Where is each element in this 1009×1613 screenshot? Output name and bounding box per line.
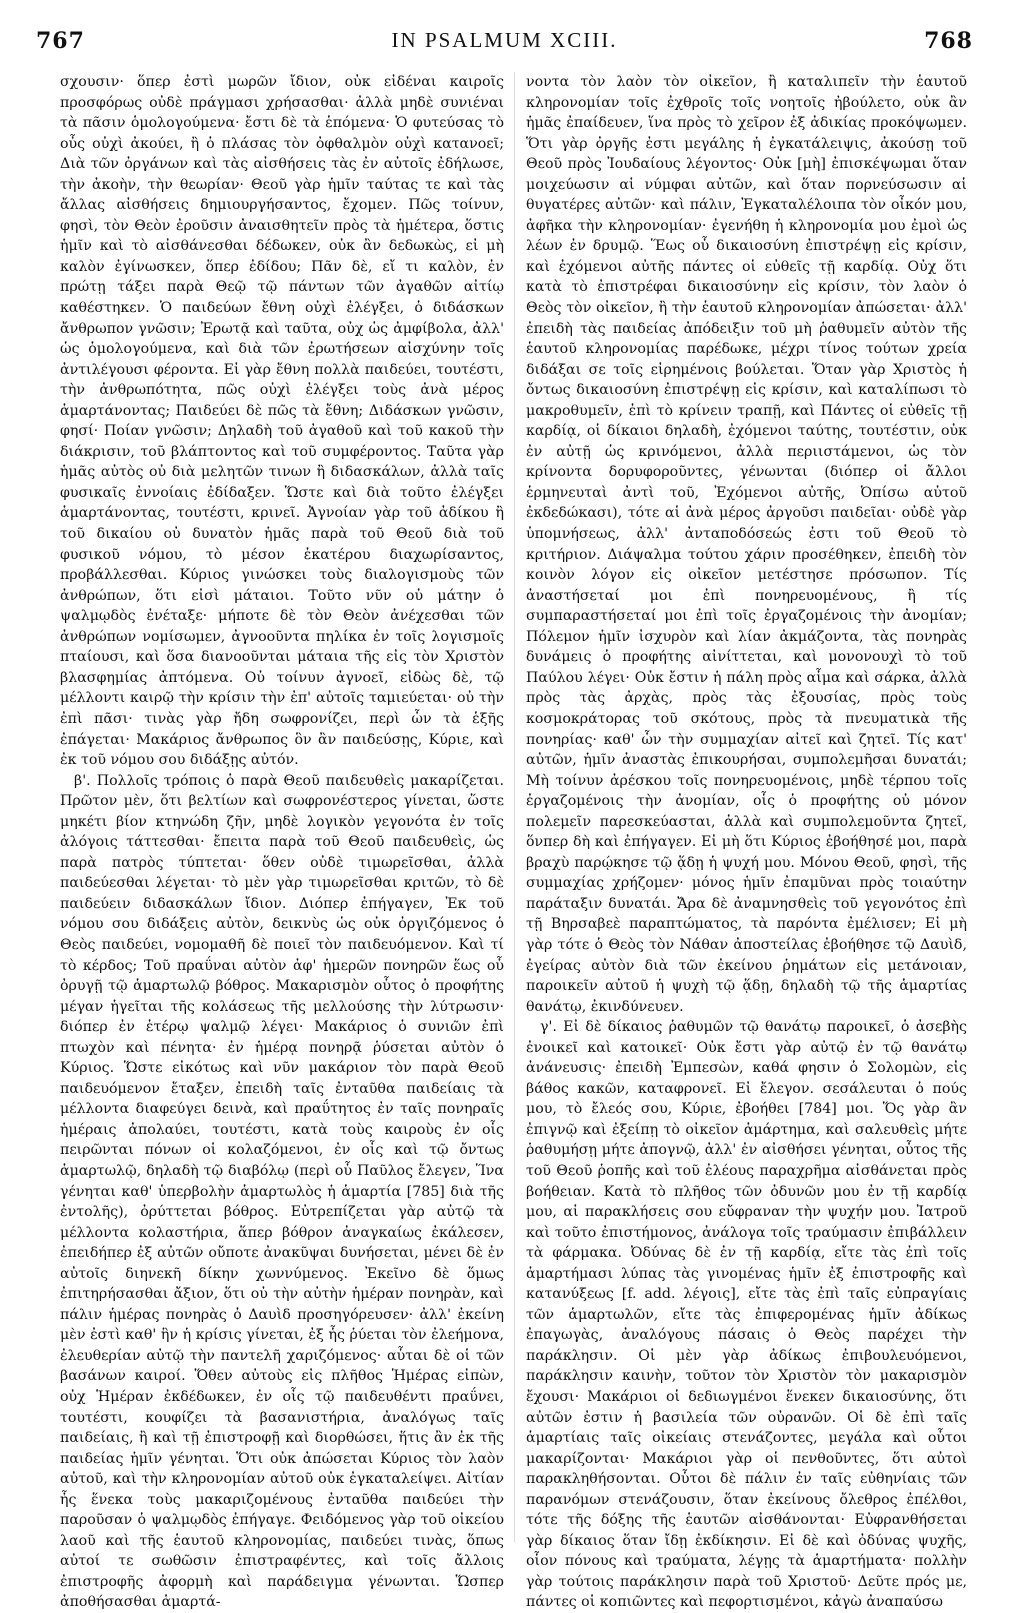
running-title: IN PSALMUM XCIII.: [391, 28, 618, 52]
page-number-left: 767: [36, 28, 85, 54]
page-number-right: 768: [924, 28, 973, 54]
right-column: [526, 72, 967, 1611]
column-divider: [514, 72, 515, 1542]
left-column: [60, 72, 504, 1611]
left-paragraph-1: σχουσιν· ὅπερ ἐστὶ μωρῶν ἴδιον, οὐκ εἰδέναι καιροῖς προσφόρως οὐδὲ πράγμασι χρήσασθαι· ἀλλὰ μηδὲ συνιέναι τὰ πᾶσιν ὁμολογούμενα· ἔστι δὲ τὰ ἑπόμενα· Ὁ φυτεύσας τὸ οὖς οὐχὶ ἀκούει, ἢ ὁ πλάσας τὸν ὀφθαλμὸν οὐχὶ κατανοεῖ; Διὰ τῶν ὀργάνων καὶ τὰς αἰσθήσεις τὰς ἐν αὐτοῖς ἐδήλωσε, τὴν ἀκοὴν, τὴν θεωρίαν· Θεοῦ γὰρ ἡμῖν ταύτας τε καὶ τὰς ἄλλας αἰσθήσεις δημιουργήσαντος, ἔχομεν. Πῶς τοίνυν, φησὶ, τὸν Θεὸν ἐροῦσιν ἀναισθητεῖν πρὸς τὰ ἡμέτερα, ὅστις ἡμῖν καὶ τὸ αἰσθάνεσθαι δέδωκεν, οὐκ ἂν δεδωκὼς, εἰ μὴ καλὸν ἐγίνωσκεν, ὅπερ ἐδίδου; Πᾶν δὲ, εἴ τι καλὸν, ἐν πρώτῃ τάξει παρὰ Θεῷ τῷ πάντων τῶν ἀγαθῶν αἰτίῳ καθέστηκεν. Ὁ παιδεύων ἔθνη οὐχὶ ἐλέγξει, ὁ διδάσκων ἄνθρωπον γνῶσιν; Ἐρωτᾷ καὶ ταῦτα, οὐχ ὡς ἀμφίβολα, ἀλλ' ὡς ὁμολογούμενα, καὶ διὰ τῶν ἐρωτήσεων αἰσχύνην τοῖς ἀντιλέγουσι φέροντα. Εἰ γὰρ ἔθνη πολλὰ παιδεύει, τουτέστι, τὴν ἀνθρωπότητα, πῶς οὐχὶ ἐλέγξει τοὺς ἀνὰ μέρος ἁμαρτάνοντας; Παιδεύει δὲ πῶς τὰ ἔθνη; Διδάσκων γνῶσιν, φησί· Ποίαν γνῶσιν; Δηλαδὴ τοῦ ἀγαθοῦ καὶ τοῦ κακοῦ τὴν διάκρισιν, τοῦ βλάπτοντος καὶ τοῦ συμφέροντος. Ταῦτα γὰρ ἡμᾶς αὐτὸς οὐ διὰ μελητῶν τινων ἢ διδασκάλων, ἀλλὰ ταῖς φυσικαῖς ἐννοίαις ἐδίδαξεν. Ὥστε καὶ διὰ τοῦτο ἐλέγξει ἁμαρτάνοντας, τουτέστι, κρινεῖ. Ἀγνοίαν γὰρ τοῦ ἀδίκου ἢ τοῦ δικαίου οὐ δυνατὸν ἡμᾶς παρὰ τοῦ Θεοῦ διὰ τοῦ φυσικοῦ νόμου, τὸ μέσον ἑκατέρου διαχωρίσαντος, προβάλλεσθαι. Κύριος γινώσκει τοὺς διαλογισμοὺς τῶν ἀνθρώπων, ὅτι εἰσὶ μάταιοι. Τοῦτο νῦν οὐ μάτην ὁ ψαλμῳδὸς ἐνέταξε· μήποτε δὲ τὸν Θεὸν ἀνέχεσθαι τῶν ἀνθρώπων νομίσωμεν, ἀγνοοῦντα πηλίκα ἐν τοῖς λογισμοῖς πταίουσι, καὶ ὅσα διανοοῦνται μάταια τῆς εἰς τὸν Χριστὸν βλασφημίας ἀπτόμενα. Οὐ τοίνυν ἀγνοεῖ, εἰδὼς δὲ, τῷ μέλλοντι καιρῷ τὴν κρίσιν τὴν ἐπ' αὐτοῖς ταμιεύεται· οὐ τὴν ἐπὶ πᾶσι· τινὰς γὰρ ἤδη σωφρονίζει, περὶ ὧν τὰ ἑξῆς ἐπάγεται· Μακάριος ἄνθρωπος ὃν ἂν παιδεύσῃς, Κύριε, καὶ ἐκ τοῦ νόμου σου διδάξῃς αὐτόν.: [60, 74, 504, 769]
page-header: [30, 28, 979, 62]
right-paragraph-2: γ'. Εἰ δὲ δίκαιος ῥαθυμῶν τῷ θανάτῳ παροικεῖ, ὁ ἀσεβὴς ἐνοικεῖ καὶ κατοικεῖ· Οὐκ ἔστι γὰρ αὐτῷ ἐν τῷ θανάτῳ ἀνάνευσις· ἐπειδὴ Ἐμπεσὼν, καθά φησιν ὁ Σολομὼν, εἰς βάθος κακῶν, καταφρονεῖ. Εἰ ἔλεγον. σεσάλευται ὁ πούς μου, τὸ ἔλεός σου, Κύριε, ἐβοήθει [784] μοι. Ὅς γὰρ ἂν ἐπιγνῷ καὶ ἐξείπῃ τὸ οἰκεῖον ἁμάρτημα, καὶ σαλευθεὶς μήτε ῥαθυμήσῃ μήτε ἀπογνῷ, ἀλλ' ἐν αἰσθήσει γένηται, οὗτος τῆς τοῦ Θεοῦ ῥοπῆς καὶ τοῦ ἐλέους παραχρῆμα αἰσθάνεται πρὸς βοήθειαν. Κατὰ τὸ πλῆθος τῶν ὀδυνῶν μου ἐν τῇ καρδίᾳ μου, αἱ παρακλήσεις σου εὔφραναν τὴν ψυχήν μου. Ἰατροῦ καὶ τοῦτο ἐπιστήμονος, ἀνάλογα τοῖς τραύμασιν ἐπιβάλλειν τὰ φάρμακα. Ὀδύνας δὲ ἐν τῇ καρδίᾳ, εἴτε τὰς ἐπὶ τοῖς ἁμαρτήμασι λύπας τὰς γινομένας ἡμῖν ἐξ ἐπιστροφῆς καὶ κατανύξεως [f. add. λέγοις], εἴτε τὰς ἐπὶ ταῖς εὐπραγίαις τῶν ἁμαρτωλῶν, εἴτε τὰς ἐπιφερομένας ἡμῖν ἀδίκως ἐπαγωγὰς, ἀναλόγους πάσαις ὁ Θεὸς παρέχει τὴν παράκλησιν. Οἱ μὲν γὰρ ἀδίκως ἐπιβουλευόμενοι, παράκλησιν καινὴν, τοῦτον τὸν Χριστὸν τὸν μακαρισμὸν ἔχουσι· Μακάριοι οἱ δεδιωγμένοι ἕνεκεν δικαιοσύνης, ὅτι αὐτῶν ἐστιν ἡ βασιλεία τῶν οὐρανῶν. Οἱ δὲ ἐπὶ ταῖς ἁμαρτίαις ταῖς οἰκείαις στενάζοντες, μεγάλα καὶ οὗτοι μακαρίζονται· Μακάριοι γὰρ οἱ πενθοῦντες, ὅτι αὐτοὶ παρακληθήσονται. Οὗτοι δὲ πάλιν ἐν ταῖς εὐθηνίαις τῶν παρανόμων στενάζουσιν, ὅταν ἐκείνους ὄλεθρος ἐπέλθοι, τότε τῆς δόξης τῆς ἑαυτῶν αἰσθάνονται· Εὐφρανθήσεται γὰρ δίκαιος ὅταν ἴδῃ ἐκδίκησιν. Εἰ δὲ καὶ ὀδύνας ψυχῆς, οἷον πόνους καὶ τραύματα, λέγῃς τὰ ἁμαρτήματα· πολλὴν γὰρ τούτοις παράκλησιν παρὰ τοῦ Χριστοῦ· Δεῦτε πρός με, πάντες οἱ κοπιῶντες καὶ πεφορτισμένοι, κἀγὼ ἀναπαύσω: [526, 1019, 967, 1611]
right-paragraph-1: νοντα τὸν λαὸν τὸν οἰκεῖον, ἢ καταλιπεῖν τὴν ἑαυτοῦ κληρονομίαν τοῖς ἐχθροῖς τοῖς νοητοῖς ἠβούλετο, οὐκ ἂν ἡμᾶς ἐπαίδευεν, ἵνα πρὸς τὸ χεῖρον ἐξ ἀδικίας προκόψωμεν. Ὅτι γὰρ ὀργῆς ἐστι μεγάλης ἡ ἐγκατάλειψις, ἀκούσῃ τοῦ Θεοῦ πρὸς Ἰουδαίους λέγοντος· Οὐκ [μὴ] ἐπισκέψωμαι ὅταν μοιχεύωσιν αἱ νύμφαι αὐτῶν, καὶ ὅταν πορνεύσωσιν αἱ θυγατέρες αὐτῶν· καὶ πάλιν, Ἐγκαταλέλοιπα τὸν οἶκόν μου, ἀφῆκα τὴν κληρονομίαν· ἐγενήθη ἡ κληρονομία μου ἐμοὶ ὡς λέων ἐν δρυμῷ. Ἕως οὗ δικαιοσύνη ἐπιστρέψῃ εἰς κρίσιν, καὶ ἐχόμενοι αὐτῆς πάντες οἱ εὐθεῖς τῇ καρδίᾳ. Οὐχ ὅτι κατὰ τὸ ἐπιστρέφαι δικαιοσύνην εἰς κρίσιν, τὸν λαὸν ὁ Θεὸς τὸν οἰκεῖον, ἢ τὴν ἑαυτοῦ κληρονομίαν ἀπώσεται· ἀλλ' ἐπειδὴ τὰς παιδείας ἀπόδειξιν τοῦ μὴ ῥαθυμεῖν αὐτὸν τῆς ἑαυτοῦ κληρονομίας παρέδωκε, μέχρι τίνος τούτων χρεία διδάξαι σε τοῖς εἰρημένοις βούλεται. Ὅταν γὰρ Χριστὸς ἡ ὄντως δικαιοσύνη ἐπιστρέψῃ εἰς κρίσιν, καὶ καταλίπωσι τὸ μακροθυμεῖν, ἐπὶ τὸ κρίνειν τραπῇ, καὶ Πάντες οἱ εὐθεῖς τῇ καρδίᾳ, οἱ δίκαιοι δηλαδὴ, ἐχόμενοι ταύτης, τουτέστιν, οὐκ ἐν αὐτῇ ὡς κρινόμενοι, ἀλλὰ περιιστάμενοι, ὡς τὸν κρίνοντα δορυφοροῦντες, γένωνται (διόπερ οἱ ἄλλοι ἑρμηνευταὶ ἀντὶ τοῦ, Ἐχόμενοι αὐτῆς, Ὀπίσω αὐτοῦ ἐκδεδώκασι), τότε αἱ ἀνὰ μέρος ἀργοῦσι παιδεῖαι· οὐδὲ γὰρ ὑπομνήσεως, ἀλλ' ἀνταποδόσεώς ἐστι τοῦ Θεοῦ τὸ κριτήριον. Διάψαλμα τούτου χάριν προσέθηκεν, ἐπειδὴ τὸν κοινὸν λόγον εἰς οἰκεῖον μετέστησε πρόσωπον. Τίς ἀναστήσεταί μοι ἐπὶ πονηρευομένους, ἢ τίς συμπαραστήσεταί μοι ἐπὶ τοῖς ἐργαζομένοις τὴν ἀνομίαν; Πόλεμον ἡμῖν ἰσχυρὸν καὶ λίαν ἀκμάζοντα, τὰς πονηρὰς δυνάμεις ὁ προφήτης αἰνίττεται, καὶ μονονουχὶ τὸ τοῦ Παύλου λέγει· Οὐκ ἔστιν ἡ πάλη πρὸς αἷμα καὶ σάρκα, ἀλλὰ πρὸς τὰς ἀρχὰς, πρὸς τὰς ἐξουσίας, πρὸς τοὺς κοσμοκράτορας τοῦ σκότους, πρὸς τὰ πνευματικὰ τῆς πονηρίας· καθ' ὧν τὴν συμμαχίαν αἰτεῖ καὶ ζητεῖ. Τίς κατ' αὐτῶν, ἡμῖν ἀναστὰς ἐπικουρήσαι, συμπολεμῆσαι δυνατάι; Μὴ τοίνυν ἀρέσκου τοῖς πονηρευομένοις, μηδὲ τέρπου τοῖς ἐργαζομένοις τὴν ἀνομίαν, οἷς ὁ προφήτης οὐ μόνον πολεμεῖν παρεσκεύασται, ἀλλὰ καὶ συμπολεμοῦντα ζητεῖ, ὅνπερ δὴ καὶ ἐπήγαγεν. Εἰ μὴ ὅτι Κύριος ἐβοήθησέ μοι, παρὰ βραχὺ παρῴκησε τῷ ᾅδῃ ἡ ψυχή μου. Μόνου Θεοῦ, φησὶ, τῆς συμμαχίας χρήζομεν· μόνος ἡμῖν ἐπαμῦναι πρὸς τοιαύτην παράταξιν δυνατάι. Ἄρα δὲ ἀναμνησθεὶς τοῦ γεγονότος ἐπὶ τῇ Βηρσαβεὲ παραπτώματος, τὰ παρόντα ἐμέλισεν; Εἰ μὴ γὰρ τότε ὁ Θεὸς τὸν Νάθαν ἀποστείλας ἐβοήθησε τῷ Δαυὶδ, ἐγείρας αὐτὸν διὰ τῶν ἐκείνου ῥημάτων εἰς μετάνοιαν, παροικεῖν αὐτοῦ ἡ ψυχὴ τῷ ᾅδῃ, δηλαδὴ τῷ τῆς ἁμαρτίας θανάτῳ, ἐκινδύνευεν.: [526, 74, 967, 1015]
left-paragraph-2: β'. Πολλοῖς τρόποις ὁ παρὰ Θεοῦ παιδευθεὶς μακαρίζεται. Πρῶτον μὲν, ὅτι βελτίων καὶ σωφρονέστερος γίνεται, ὥστε μηκέτι βίον κτηνώδη ζῆν, μηδὲ λογικὸν γεγονότα ἐν τοῖς ἀλόγοις τάττεσθαι· ἔπειτα παρὰ τοῦ Θεοῦ παιδευθεὶς, ὡς παρὰ πατρὸς τύπτεται· ὅθεν οὐδὲ τιμωρεῖσθαι, ἀλλὰ παιδεύεσθαι λέγεται· τὸ μὲν γὰρ τιμωρεῖσθαι κριτῶν, τὸ δὲ παιδεύειν διδασκάλων ἴδιον. Διόπερ ἐπήγαγεν, Ἐκ τοῦ νόμου σου διδάξεις αὐτὸν, δεικνὺς ὡς οὐκ ὀργιζόμενος ὁ Θεὸς παιδεύει, νομομαθῆ δὲ ποιεῖ τὸν παιδευόμενον. Καὶ τί τὸ κέρδος; Τοῦ πραΰναι αὐτὸν ἀφ' ἡμερῶν πονηρῶν ἕως οὗ ὀρυγῇ τῷ ἁμαρτωλῷ βόθρος. Μακαρισμὸν οὗτος ὁ προφήτης μέγαν ἡγεῖται τῆς κολάσεως τῆς μελλούσης τὴν λύτρωσιν· διόπερ ἐν ἑτέρῳ ψαλμῷ λέγει· Μακάριος ὁ συνιῶν ἐπὶ πτωχὸν καὶ πένητα· ἐν ἡμέρᾳ πονηρᾷ ῥύσεται αὐτὸν ὁ Κύριος. Ὥστε εἰκότως καὶ νῦν μακάριον τὸν παρὰ Θεοῦ παιδευόμενον ἔταξεν, ἐπειδὴ ταῖς ἐνταῦθα παιδείαις τὰ μέλλοντα διαφεύγει δεινὰ, καὶ πραΰτητος ἐν ταῖς πονηραῖς ἡμέραις ἀπολαύει, τουτέστι, κατὰ τοὺς καιροὺς ἐν οἷς πειρῶνται πόνων οἱ κολαζόμενοι, ἐν οἷς καὶ τῷ ὄντως ἁμαρτωλῷ, δηλαδὴ τῷ διαβόλῳ (περὶ οὗ Παῦλος ἔλεγεν, Ἵνα γένηται καθ' ὑπερβολὴν ἁμαρτωλὸς ἡ ἁμαρτία [785] διὰ τῆς ἐντολῆς), ὀρύττεται βόθρος. Εὐτρεπίζεται γὰρ αὐτῷ τὰ μέλλοντα κολαστήρια, ἅπερ βόθρον ἀναγκαίως ἐκάλεσεν, ἐπειδήπερ ἐξ αὐτῶν οὔποτε ἀνακῦψαι δυνήσεται, μένει δὲ ἐν αὐτοῖς διηνεκῆ δίκην χωννύμενος. Ἐκεῖνο δὲ ὅμως ἐπιτηρήσασθαι ἄξιον, ὅτι οὐ τὴν αὐτὴν ἡμέραν πονηρὰν, καὶ πάλιν ἡμέρας πονηρὰς ὁ Δαυὶδ προσηγόρευσεν· ἀλλ' ἐκείνη μὲν ἐστὶ καθ' ἣν ἡ κρίσις γίνεται, ἐξ ἧς ῥύεται τὸν ἐλεήμονα, ἐλευθερίαν αὐτῷ τὴν παντελῆ χαριζόμενος· αὗται δὲ οἱ τῶν βασάνων καιροί. Ὅθεν αὐτοὺς εἰς πλῆθος Ἡμέρας εἰπὼν, οὐχ Ἡμέραν ἐκδέδωκεν, ἐν οἷς τῷ παιδευθέντι πραΰνει, τουτέστι, κουφίζει τὰ βασανιστήρια, ἀναλόγως ταῖς παιδείαις, ἢ καὶ τῇ ἐπιστροφῇ καὶ διορθώσει, ἥτις ἂν ἐκ τῆς παιδείας ἡμῖν γένηται. Ὅτι οὐκ ἀπώσεται Κύριος τὸν λαὸν αὐτοῦ, καὶ τὴν κληρονομίαν αὐτοῦ οὐκ ἐγκαταλείψει. Αἰτίαν ἧς ἕνεκα τοὺς μακαριζομένους ἐνταῦθα παιδεύει τὴν παροῦσαν ὁ ψαλμῳδὸς ἐπήγαγε. Φειδόμενος γὰρ τοῦ οἰκείου λαοῦ καὶ τῆς ἑαυτοῦ κληρονομίας, παιδεύει τινὰς, ὅπως αὐτοί τε σωθῶσιν ἐπιστραφέντες, καὶ τοῖς ἄλλοις ἐπιστροφῆς ἀφορμὴ καὶ παράδειγμα γένωνται. Ὥσπερ ἀποθήσασθαι ἁμαρτά-: [60, 772, 504, 1611]
